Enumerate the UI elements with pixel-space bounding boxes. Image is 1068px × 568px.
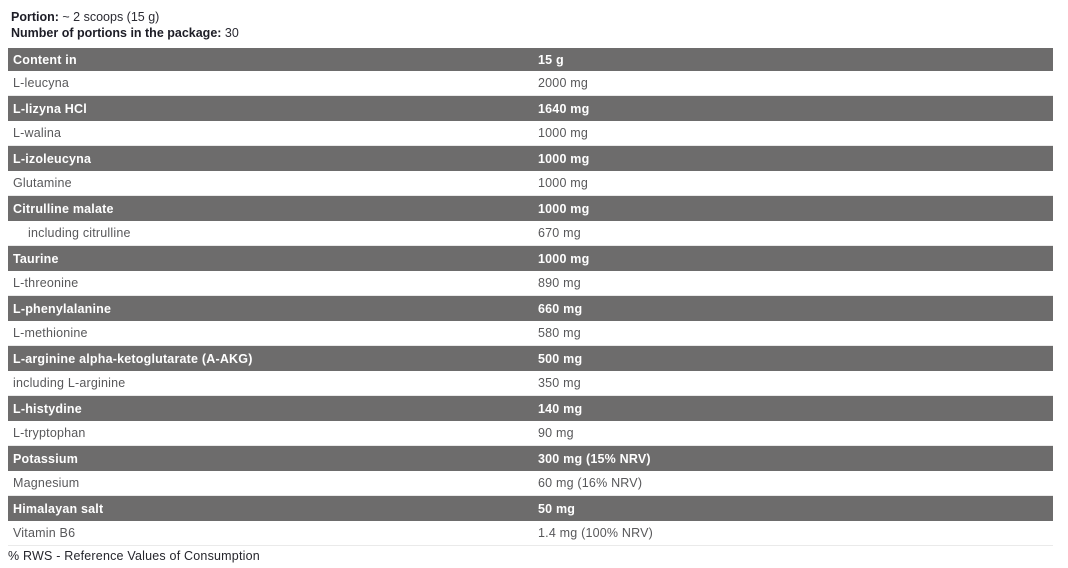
nutrient-name: L-walina <box>13 126 62 140</box>
header-amount: 15 g <box>538 52 564 67</box>
nutrient-value: 1000 mg <box>538 151 590 166</box>
nutrient-value: 580 mg <box>538 326 581 340</box>
portion-value: ~ 2 scoops (15 g) <box>62 10 160 24</box>
nutrient-name: Glutamine <box>13 176 72 190</box>
nutrient-name: L-tryptophan <box>13 426 86 440</box>
nutrient-value: 1000 mg <box>538 201 590 216</box>
nutrient-value: 50 mg <box>538 501 576 516</box>
nutrient-name: L-phenylalanine <box>13 301 112 316</box>
table-header-row <box>8 48 1053 71</box>
portion-info <box>11 9 1068 41</box>
nutrient-name: including L-arginine <box>13 376 126 390</box>
table-row <box>8 471 1053 496</box>
nutrient-value: 500 mg <box>538 351 583 366</box>
nutrient-name: L-histydine <box>13 401 82 416</box>
rws-footnote: % RWS - Reference Values of Consumption <box>8 549 260 563</box>
header-content-in: Content in <box>13 52 77 67</box>
nutrient-value: 1640 mg <box>538 101 590 116</box>
nutrient-name: Vitamin B6 <box>13 526 76 540</box>
table-row <box>8 521 1053 546</box>
table-row <box>8 371 1053 396</box>
table-row <box>8 221 1053 246</box>
nutrient-value: 1000 mg <box>538 176 589 190</box>
table-row <box>8 196 1053 221</box>
nutrient-value: 2000 mg <box>538 76 589 90</box>
nutrient-value: 350 mg <box>538 376 581 390</box>
table-row <box>8 496 1053 521</box>
table-row <box>8 121 1053 146</box>
nutrient-value: 890 mg <box>538 276 581 290</box>
table-row <box>8 321 1053 346</box>
nutrition-table <box>8 48 1053 546</box>
nutrient-name: Citrulline malate <box>13 201 114 216</box>
nutrient-value: 300 mg (15% NRV) <box>538 451 651 466</box>
table-row <box>8 421 1053 446</box>
nutrient-value: 1000 mg <box>538 126 589 140</box>
nutrient-value: 1000 mg <box>538 251 590 266</box>
portions-count-label: Number of portions in the package: <box>11 26 222 40</box>
portions-count-value: 30 <box>224 26 239 40</box>
nutrient-name: Taurine <box>13 251 59 266</box>
table-row <box>8 446 1053 471</box>
table-row <box>8 71 1053 96</box>
table-row <box>8 171 1053 196</box>
nutrient-name: L-threonine <box>13 276 79 290</box>
nutrient-name: including citrulline <box>28 226 131 240</box>
nutrient-name: L-methionine <box>13 326 88 340</box>
nutrient-value: 660 mg <box>538 301 583 316</box>
portions-count-line <box>11 25 1068 41</box>
nutrient-name: L-arginine alpha-ketoglutarate (A-AKG) <box>13 351 253 366</box>
portion-line <box>11 9 1068 25</box>
table-row <box>8 271 1053 296</box>
table-row <box>8 396 1053 421</box>
table-row <box>8 146 1053 171</box>
table-row <box>8 246 1053 271</box>
nutrient-name: L-lizyna HCl <box>13 101 87 116</box>
nutrient-name: L-izoleucyna <box>13 151 92 166</box>
nutrient-value: 140 mg <box>538 401 583 416</box>
table-row <box>8 96 1053 121</box>
nutrient-name: Potassium <box>13 451 79 466</box>
portion-label: Portion: <box>11 10 59 24</box>
table-row <box>8 346 1053 371</box>
nutrient-value: 90 mg <box>538 426 574 440</box>
nutrient-value: 1.4 mg (100% NRV) <box>538 526 654 540</box>
nutrient-name: Himalayan salt <box>13 501 104 516</box>
nutrient-name: L-leucyna <box>13 76 69 90</box>
table-row <box>8 296 1053 321</box>
nutrient-name: Magnesium <box>13 476 80 490</box>
nutrient-value: 670 mg <box>538 226 581 240</box>
nutrient-value: 60 mg (16% NRV) <box>538 476 643 490</box>
